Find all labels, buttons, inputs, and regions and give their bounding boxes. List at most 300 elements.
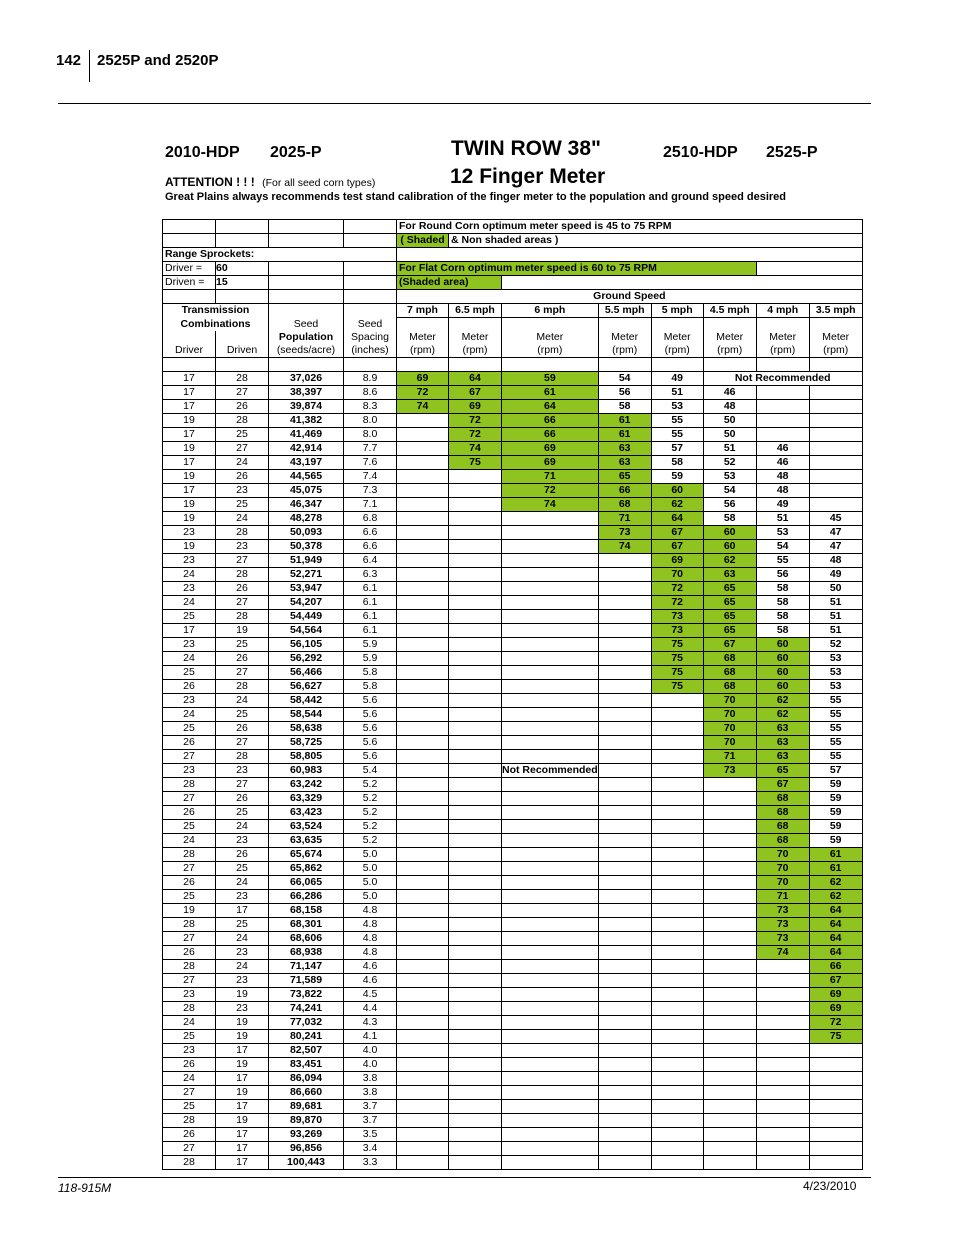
- table-cell: [703, 806, 756, 820]
- table-cell: [449, 554, 502, 568]
- table-cell: [397, 974, 449, 988]
- table-cell: 23: [216, 946, 269, 960]
- table-cell: [809, 1128, 862, 1142]
- table-cell: [651, 778, 703, 792]
- table-cell: [502, 638, 599, 652]
- table-cell: [598, 680, 651, 694]
- table-cell: 28: [216, 568, 269, 582]
- table-cell: 25: [216, 806, 269, 820]
- table-cell: 19: [216, 1016, 269, 1030]
- table-cell: 64: [809, 918, 862, 932]
- table-cell: [651, 1142, 703, 1156]
- table-cell: [449, 750, 502, 764]
- table-cell: [809, 386, 862, 400]
- table-cell: 74: [449, 442, 502, 456]
- table-cell: [502, 792, 599, 806]
- table-cell: 63: [703, 568, 756, 582]
- table-cell: 39,874: [269, 400, 344, 414]
- table-row: [163, 806, 863, 820]
- table-cell: 63,329: [269, 792, 344, 806]
- driven-sprocket-value: 15: [216, 276, 269, 290]
- table-cell: 27: [163, 750, 216, 764]
- table-cell: 46,347: [269, 498, 344, 512]
- table-cell: [598, 848, 651, 862]
- table-cell: 66: [809, 960, 862, 974]
- table-cell: 5.6: [344, 750, 397, 764]
- ground-speed-label: Ground Speed: [397, 290, 863, 304]
- table-cell: [598, 1086, 651, 1100]
- table-cell: [809, 442, 862, 456]
- table-cell: 73,822: [269, 988, 344, 1002]
- table-cell: [651, 750, 703, 764]
- table-cell: [651, 876, 703, 890]
- table-cell: 58: [651, 456, 703, 470]
- seed-spacing-label-2: Spacing: [344, 331, 397, 344]
- table-cell: [703, 1044, 756, 1058]
- table-cell: [449, 666, 502, 680]
- table-cell: 64: [809, 946, 862, 960]
- table-cell: 59: [809, 820, 862, 834]
- table-cell: [651, 960, 703, 974]
- table-cell: 63,242: [269, 778, 344, 792]
- table-cell: 71: [502, 470, 599, 484]
- table-cell: 53: [809, 680, 862, 694]
- table-cell: [756, 1072, 809, 1086]
- table-cell: 64: [651, 512, 703, 526]
- table-cell: 24: [163, 652, 216, 666]
- table-cell: 64: [809, 932, 862, 946]
- table-cell: [397, 890, 449, 904]
- table-cell: 68,606: [269, 932, 344, 946]
- table-cell: [598, 750, 651, 764]
- table-cell: [449, 778, 502, 792]
- table-cell: 63: [598, 442, 651, 456]
- table-cell: 68: [756, 792, 809, 806]
- table-cell: [651, 918, 703, 932]
- table-cell: [449, 764, 502, 778]
- table-cell: [397, 834, 449, 848]
- table-cell: [397, 750, 449, 764]
- table-cell: [502, 904, 599, 918]
- table-row: [163, 750, 863, 764]
- table-cell: 59: [809, 834, 862, 848]
- model-left-2: 2025-P: [270, 144, 322, 161]
- table-cell: [651, 848, 703, 862]
- table-cell: 60: [756, 638, 809, 652]
- table-cell: 47: [809, 540, 862, 554]
- table-cell: [598, 792, 651, 806]
- table-row: [163, 1016, 863, 1030]
- table-cell: 6.4: [344, 554, 397, 568]
- table-cell: 3.4: [344, 1142, 397, 1156]
- table-cell: 5.2: [344, 778, 397, 792]
- table-body: [163, 372, 863, 1170]
- rpm-label: (rpm): [809, 344, 862, 358]
- table-cell: 23: [163, 1044, 216, 1058]
- table-cell: [449, 694, 502, 708]
- table-cell: 58,442: [269, 694, 344, 708]
- table-cell: [502, 862, 599, 876]
- rpm-label: (rpm): [703, 344, 756, 358]
- table-cell: [502, 736, 599, 750]
- table-cell: 48: [703, 400, 756, 414]
- table-cell: [449, 652, 502, 666]
- table-cell: 64: [502, 400, 599, 414]
- table-cell: [598, 932, 651, 946]
- table-row: [163, 1114, 863, 1128]
- table-row: [163, 484, 863, 498]
- table-cell: [449, 1072, 502, 1086]
- table-row: [163, 386, 863, 400]
- table-cell: [449, 1114, 502, 1128]
- table-cell: 25: [163, 890, 216, 904]
- table-cell: [502, 582, 599, 596]
- table-cell: 8.0: [344, 428, 397, 442]
- table-cell: 68: [703, 652, 756, 666]
- table-cell: [397, 722, 449, 736]
- table-cell: [598, 806, 651, 820]
- table-cell: 69: [809, 1002, 862, 1016]
- table-cell: [598, 974, 651, 988]
- table-cell: 24: [216, 876, 269, 890]
- table-cell: 48: [809, 554, 862, 568]
- table-cell: [397, 1114, 449, 1128]
- table-cell: 28: [163, 960, 216, 974]
- table-cell: 4.8: [344, 904, 397, 918]
- table-cell: [397, 960, 449, 974]
- table-cell: 70: [756, 876, 809, 890]
- table-cell: 67: [756, 778, 809, 792]
- table-cell: 72: [651, 582, 703, 596]
- table-cell: 68: [756, 806, 809, 820]
- table-cell: [756, 1142, 809, 1156]
- table-cell: 75: [809, 1030, 862, 1044]
- table-cell: 72: [502, 484, 599, 498]
- recommendation-text: Great Plains always recommends test stand calibration of the finger meter to the population and ground speed desired: [165, 191, 787, 203]
- table-cell: 72: [651, 596, 703, 610]
- table-cell: [651, 694, 703, 708]
- table-cell: [598, 1030, 651, 1044]
- table-cell: [449, 582, 502, 596]
- table-cell: 5.2: [344, 806, 397, 820]
- table-cell: [397, 694, 449, 708]
- table-cell: 70: [651, 568, 703, 582]
- table-cell: 45: [809, 512, 862, 526]
- table-cell: 24: [163, 1072, 216, 1086]
- table-cell: [502, 834, 599, 848]
- table-row: [163, 540, 863, 554]
- table-cell: [651, 946, 703, 960]
- table-cell: 66: [598, 484, 651, 498]
- table-cell: [502, 1058, 599, 1072]
- table-cell: 65: [703, 624, 756, 638]
- table-cell: [397, 1100, 449, 1114]
- table-row: [163, 764, 863, 778]
- table-cell: [449, 708, 502, 722]
- table-cell: [703, 974, 756, 988]
- table-cell: 5.2: [344, 820, 397, 834]
- table-cell: 54: [756, 540, 809, 554]
- table-cell: [598, 764, 651, 778]
- table-cell: 70: [756, 862, 809, 876]
- table-cell: 68,938: [269, 946, 344, 960]
- table-cell: 59: [809, 792, 862, 806]
- model-right-1: 2510-HDP: [663, 144, 738, 161]
- table-cell: 74: [502, 498, 599, 512]
- table-cell: [598, 960, 651, 974]
- table-cell: [449, 1156, 502, 1170]
- table-cell: 5.8: [344, 666, 397, 680]
- table-cell: 24: [216, 694, 269, 708]
- table-row: [163, 1030, 863, 1044]
- table-cell: [598, 694, 651, 708]
- table-cell: [397, 1086, 449, 1100]
- table-cell: 64: [809, 904, 862, 918]
- table-row: [163, 1156, 863, 1170]
- table-cell: 19: [163, 414, 216, 428]
- table-cell: [598, 1100, 651, 1114]
- table-cell: [449, 932, 502, 946]
- table-cell: 63: [598, 456, 651, 470]
- table-cell: [598, 834, 651, 848]
- table-row: [163, 820, 863, 834]
- table-row: [163, 834, 863, 848]
- table-cell: 4.3: [344, 1016, 397, 1030]
- table-cell: 51: [809, 596, 862, 610]
- table-cell: 6.6: [344, 526, 397, 540]
- table-cell: 83,451: [269, 1058, 344, 1072]
- table-cell: 63,524: [269, 820, 344, 834]
- table-cell: [598, 1002, 651, 1016]
- table-cell: [809, 400, 862, 414]
- table-cell: 27: [163, 792, 216, 806]
- table-cell: 75: [651, 638, 703, 652]
- table-cell: [449, 484, 502, 498]
- table-cell: [809, 484, 862, 498]
- model-left-1: 2010-HDP: [165, 144, 240, 161]
- table-cell: 25: [216, 498, 269, 512]
- table-cell: 71: [703, 750, 756, 764]
- table-cell: 3.8: [344, 1072, 397, 1086]
- table-cell: [502, 1100, 599, 1114]
- seed-spacing-label-3: (inches): [344, 344, 397, 358]
- table-cell: 5.6: [344, 722, 397, 736]
- table-cell: 24: [163, 568, 216, 582]
- table-cell: [703, 1142, 756, 1156]
- table-row: [163, 498, 863, 512]
- table-cell: [703, 960, 756, 974]
- table-cell: [756, 1016, 809, 1030]
- table-cell: 5.0: [344, 890, 397, 904]
- table-row: [163, 400, 863, 414]
- table-cell: 38,397: [269, 386, 344, 400]
- table-row: [163, 610, 863, 624]
- table-cell: [449, 946, 502, 960]
- table-row: [163, 904, 863, 918]
- table-cell: [397, 1044, 449, 1058]
- table-cell: [756, 1114, 809, 1128]
- table-cell: 71,589: [269, 974, 344, 988]
- table-cell: [502, 568, 599, 582]
- table-cell: [809, 1114, 862, 1128]
- table-cell: [449, 834, 502, 848]
- table-cell: [397, 1142, 449, 1156]
- seed-pop-label-3: (seeds/acre): [269, 344, 344, 358]
- table-cell: [756, 1030, 809, 1044]
- table-cell: 42,914: [269, 442, 344, 456]
- spacer-row: [163, 358, 863, 372]
- table-cell: 58: [703, 512, 756, 526]
- table-cell: [449, 1030, 502, 1044]
- table-cell: [756, 1058, 809, 1072]
- seed-pop-label-1: Seed: [269, 318, 344, 332]
- table-cell: 27: [216, 596, 269, 610]
- table-cell: 17: [163, 456, 216, 470]
- table-cell: 19: [163, 498, 216, 512]
- table-cell: [756, 1156, 809, 1170]
- table-cell: [651, 904, 703, 918]
- table-cell: [397, 568, 449, 582]
- table-cell: [449, 638, 502, 652]
- table-cell: [397, 764, 449, 778]
- table-cell: 6.1: [344, 624, 397, 638]
- table-cell: [598, 1142, 651, 1156]
- table-cell: [703, 834, 756, 848]
- table-cell: [703, 890, 756, 904]
- table-cell: 8.9: [344, 372, 397, 386]
- table-cell: [502, 1072, 599, 1086]
- table-cell: [598, 554, 651, 568]
- table-row: [163, 470, 863, 484]
- table-cell: 60: [756, 680, 809, 694]
- table-cell: [809, 414, 862, 428]
- table-cell: [502, 610, 599, 624]
- table-cell: 55: [651, 428, 703, 442]
- table-cell: 59: [502, 372, 599, 386]
- table-cell: 25: [163, 820, 216, 834]
- meter-label: Meter: [651, 331, 703, 344]
- round-corn-note: For Round Corn optimum meter speed is 45 to 75 RPM: [397, 220, 863, 234]
- table-cell: 70: [703, 736, 756, 750]
- table-cell: [703, 1086, 756, 1100]
- table-cell: [397, 484, 449, 498]
- table-cell: [598, 1058, 651, 1072]
- table-cell: 68: [703, 680, 756, 694]
- table-cell: 49: [756, 498, 809, 512]
- nonshaded-legend: & Non shaded areas ): [449, 234, 863, 248]
- table-cell: 58,725: [269, 736, 344, 750]
- table-cell: 60: [756, 652, 809, 666]
- table-cell: 74,241: [269, 1002, 344, 1016]
- table-cell: 28: [216, 372, 269, 386]
- table-cell: [651, 1114, 703, 1128]
- meter-label: Meter: [809, 331, 862, 344]
- table-cell: [397, 988, 449, 1002]
- table-cell: 63: [756, 722, 809, 736]
- table-cell: 25: [163, 722, 216, 736]
- meter-label: Meter: [756, 331, 809, 344]
- table-cell: 6.1: [344, 582, 397, 596]
- table-cell: [598, 1044, 651, 1058]
- table-row: [163, 708, 863, 722]
- table-cell: 100,443: [269, 1156, 344, 1170]
- table-cell: [397, 526, 449, 540]
- table-cell: 24: [216, 932, 269, 946]
- table-cell: [502, 932, 599, 946]
- table-cell: [703, 904, 756, 918]
- table-cell: 27: [163, 1086, 216, 1100]
- table-cell: 17: [216, 1128, 269, 1142]
- table-cell: 5.8: [344, 680, 397, 694]
- table-cell: [397, 652, 449, 666]
- table-cell: [651, 1156, 703, 1170]
- model-right-2: 2525-P: [766, 144, 818, 161]
- table-cell: [397, 554, 449, 568]
- table-cell: [809, 456, 862, 470]
- table-cell: 65: [756, 764, 809, 778]
- table-cell: 55: [809, 750, 862, 764]
- table-cell: [449, 1128, 502, 1142]
- table-cell: [809, 498, 862, 512]
- table-cell: 17: [216, 1100, 269, 1114]
- table-cell: 28: [216, 610, 269, 624]
- table-cell: [651, 932, 703, 946]
- table-cell: 17: [163, 372, 216, 386]
- table-cell: [651, 708, 703, 722]
- table-cell: 4.8: [344, 918, 397, 932]
- table-cell: 28: [163, 918, 216, 932]
- table-cell: 53: [809, 652, 862, 666]
- table-cell: [651, 1128, 703, 1142]
- table-cell: [397, 736, 449, 750]
- table-row: [163, 680, 863, 694]
- table-cell: 56,105: [269, 638, 344, 652]
- table-cell: [397, 540, 449, 554]
- driven-sprocket-label: Driven =: [163, 276, 216, 290]
- table-cell: 66: [502, 428, 599, 442]
- table-cell: [449, 960, 502, 974]
- table-cell: 65: [703, 610, 756, 624]
- speed-6: 6 mph: [502, 304, 599, 318]
- table-cell: 25: [216, 918, 269, 932]
- table-cell: [703, 932, 756, 946]
- table-cell: 44,565: [269, 470, 344, 484]
- table-cell: 58: [756, 610, 809, 624]
- table-cell: [397, 848, 449, 862]
- table-cell: [703, 1072, 756, 1086]
- table-cell: 65: [703, 582, 756, 596]
- table-cell: [502, 1016, 599, 1030]
- table-cell: [598, 610, 651, 624]
- table-row: [163, 1142, 863, 1156]
- table-cell: 3.5: [344, 1128, 397, 1142]
- table-cell: [598, 1128, 651, 1142]
- table-cell: 43,197: [269, 456, 344, 470]
- table-cell: 24: [216, 512, 269, 526]
- table-cell: [809, 1142, 862, 1156]
- table-cell: [502, 918, 599, 932]
- table-cell: [397, 680, 449, 694]
- table-cell: [756, 1128, 809, 1142]
- table-cell: 19: [163, 904, 216, 918]
- table-cell: 73: [651, 610, 703, 624]
- table-cell: 17: [216, 1072, 269, 1086]
- table-cell: 45,075: [269, 484, 344, 498]
- table-cell: [502, 596, 599, 610]
- table-cell: [651, 792, 703, 806]
- table-cell: 70: [703, 694, 756, 708]
- meter-label: Meter: [397, 331, 449, 344]
